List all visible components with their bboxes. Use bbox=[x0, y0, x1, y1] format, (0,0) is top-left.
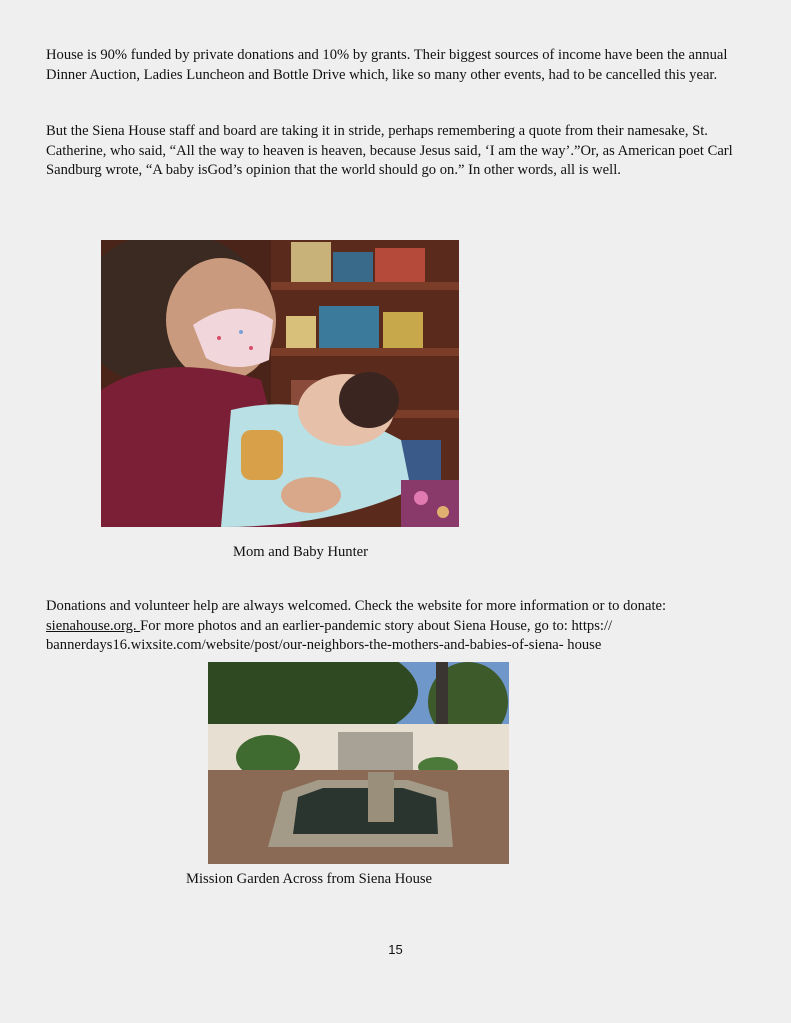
sienahouse-link[interactable]: sienahouse.org. bbox=[46, 617, 141, 634]
caption-photo-mom-and-baby: Mom and Baby Hunter bbox=[233, 544, 368, 560]
paragraph-funding: House is 90% funded by private donations and 10% by grants. Their biggest sources of income have been the annual Dinner Auction, Ladies Luncheon and Bottle Drive which, like so many other events, had to be cancelled this year. bbox=[46, 47, 728, 83]
donations-text-before: Donations and volunteer help are always welcomed. Check the website for more information or to donate: bbox=[46, 598, 667, 614]
photo-mom-and-baby bbox=[101, 240, 459, 527]
paragraph-quote: But the Siena House staff and board are taking it in stride, perhaps remembering a quote from their namesake, St. Catherine, who said, “All the way to heaven is heaven, because Jesus said, ‘I am the way’.”Or, as American poet Carl Sandburg wrote, “A baby isGod’s opinion that the world should go on.” In other words, all is well. bbox=[46, 123, 733, 178]
page-number: 15 bbox=[388, 942, 403, 957]
caption-photo-mission-garden: Mission Garden Across from Siena House bbox=[186, 871, 433, 887]
donations-text-after: For more photos and an earlier-pandemic story about Siena House, go to: https:// bannerdays16.wixsite.com/website/post/our-neighbors-the-mothers-and-babies-of-siena- house bbox=[46, 617, 613, 653]
paragraph-donations bbox=[46, 597, 751, 656]
photo-mission-garden bbox=[208, 662, 509, 864]
